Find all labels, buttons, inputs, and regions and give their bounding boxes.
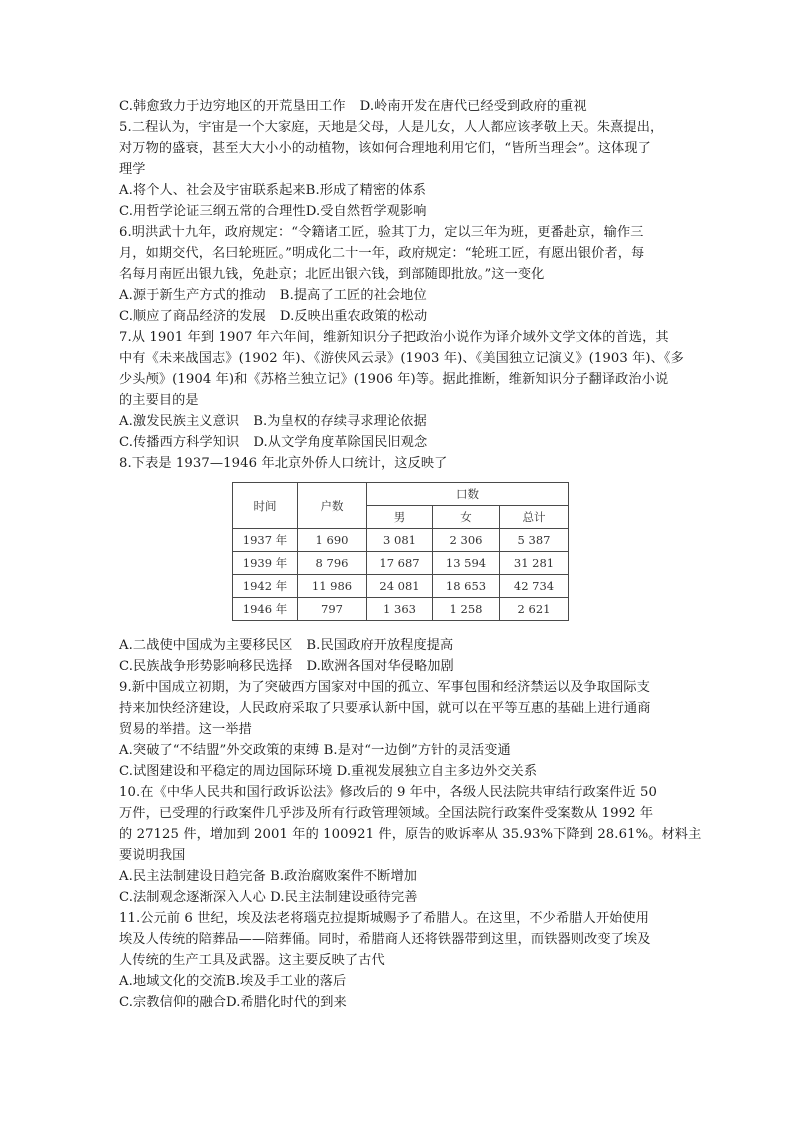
question-block-lower [119,635,702,1013]
header-population: 口数 [367,483,569,506]
line-text: 6.明洪武十九年，政府规定：“令籍诸工匠，验其丁力，定以三年为班，更番赴京，输作三 [119,225,644,240]
line-text: 埃及人传统的陪葬品——陪葬俑。同时，希腊商人还将铁器带到这里，而铁器则改变了埃及 [119,932,651,947]
line-text: A.将个人、社会及宇宙联系起来B.形成了精密的体系 [119,183,427,198]
line-text: 9.新中国成立初期，为了突破西方国家对中国的孤立、军事包围和经济禁运以及争取国际支 [119,680,650,695]
cell-female: 2 306 [433,529,500,552]
cell-male: 3 081 [367,529,433,552]
text-line [119,306,681,327]
line-text: C.用哲学论证三纲五常的合理性D.受自然哲学观影响 [119,204,427,219]
answer-option: C.民族战争形势影响移民选择 [119,659,293,674]
cell-female: 18 653 [433,575,500,598]
header-male: 男 [367,506,433,529]
cell-year: 1946 年 [233,598,298,621]
line-text: 月，如期交代，名曰轮班匠。”明成化二十一年，政府规定：“轮班工匠，有愿出银价者，每 [119,246,645,261]
answer-option: B.民国政府开放程度提高 [306,638,454,653]
header-households: 户数 [298,483,367,529]
table-row [233,598,569,621]
text-line [119,348,684,369]
text-line [119,656,681,677]
text-line [119,824,702,845]
line-text: 的 27125 件，增加到 2001 年的 100921 件，原告的败诉率从 35.93%下降到 28.61%。材料主 [119,827,702,842]
line-text: 11.公元前 6 世纪，埃及法老将瑙克拉提斯城赐予了希腊人。在这里，不少希腊人开始使用 [119,911,649,926]
answer-option: B.为皇权的存续寻求理论依据 [253,414,427,429]
answer-option: D.反映出重农政策的松动 [279,309,428,324]
answer-option: D.从文学角度革除国民旧观念 [253,435,428,450]
header-time: 时间 [233,483,298,529]
text-line [119,159,681,180]
cell-year: 1937 年 [233,529,298,552]
text-line [119,411,681,432]
text-line [119,453,681,474]
line-text: 名每月南匠出银九钱，免赴京；北匠出银六钱，到部随即批放。”这一变化 [119,267,545,282]
answer-option: A.二战使中国成为主要移民区 [119,638,293,653]
text-line [119,677,681,698]
answer-option: A.激发民族主义意识 [119,414,240,429]
line-text: C.法制观念逐渐深入人心 D.民主法制建设亟待完善 [119,890,418,905]
answer-option: D.岭南开发在唐代已经受到政府的重视 [359,99,587,114]
line-text: 万件，已受理的行政案件几乎涉及所有行政管理领域。全国法院行政案件受案数从 1992 年 [119,806,654,821]
line-text: A.突破了“不结盟”外交政策的束缚 B.是对“一边倒”方针的灵活变通 [119,743,511,758]
line-text: 贸易的举措。这一举措 [119,722,252,737]
cell-total: 31 281 [500,552,569,575]
line-text: 的主要目的是 [119,393,199,408]
text-line [119,866,681,887]
answer-option: C.传播西方科学知识 [119,435,240,450]
text-line [119,390,681,411]
line-text: 对万物的盛衰，甚至大大小小的动植物，该如何合理地利用它们，“皆所当理会”。这体现了 [119,141,651,156]
line-text: 人传统的生产工具及武器。这主要反映了古代 [119,953,385,968]
text-line [119,138,681,159]
cell-male: 17 687 [367,552,433,575]
cell-male: 1 363 [367,598,433,621]
line-text: 理学 [119,162,146,177]
cell-households: 1 690 [298,529,367,552]
text-line [119,698,681,719]
text-line [119,908,681,929]
cell-households: 11 986 [298,575,367,598]
cell-households: 8 796 [298,552,367,575]
text-line [119,327,681,348]
table-row [233,552,569,575]
header-female: 女 [433,506,500,529]
population-table-wrap [232,482,681,621]
line-text: 10.在《中华人民共和国行政诉讼法》修改后的 9 年中，各级人民法院共审结行政案件近 50 [119,785,657,800]
table-row [233,529,569,552]
cell-total: 5 387 [500,529,569,552]
cell-total: 42 734 [500,575,569,598]
text-line [119,929,681,950]
line-text: 5.二程认为，宇宙是一个大家庭，天地是父母，人是儿女，人人都应该孝敬上天。朱熹提出， [119,120,664,135]
line-text: 中有《未来战国志》(1902 年)、《游侠风云录》(1903 年)、《美国独立记演义》(1903 年)、《多 [119,351,684,366]
cell-female: 13 594 [433,552,500,575]
line-text: C.试图建设和平稳定的周边国际环境 D.重视发展独立自主多边外交关系 [119,764,538,779]
line-text: 持来加快经济建设，人民政府采取了只要承认新中国，就可以在平等互惠的基础上进行通商 [119,701,651,716]
cell-year: 1939 年 [233,552,298,575]
text-line [119,971,681,992]
header-total: 总计 [500,506,569,529]
text-line [119,761,681,782]
text-line [119,782,681,803]
table-header-row [233,483,569,506]
cell-households: 797 [298,598,367,621]
exam-page [119,96,702,1013]
answer-option: B.提高了工匠的社会地位 [279,288,427,303]
line-text: 7.从 1901 年到 1907 年六年间，维新知识分子把政治小说作为译介域外文学文体的首选，其 [119,330,669,345]
line-text: 要说明我国 [119,848,186,863]
answer-option: C.顺应了商品经济的发展 [119,309,266,324]
text-line [119,117,681,138]
text-line [119,740,681,761]
text-line [119,264,681,285]
answer-option: D.欧洲各国对华侵略加剧 [306,659,454,674]
cell-male: 24 081 [367,575,433,598]
line-text: 少头颅》(1904 年)和《苏格兰独立记》(1906 年)等。据此推断，维新知识分子翻译政治小说 [119,372,669,387]
text-line [119,432,681,453]
text-line [119,992,681,1013]
text-line [119,222,681,243]
text-line [119,369,681,390]
line-text: A.地域文化的交流B.埃及手工业的落后 [119,974,347,989]
text-line [119,243,681,264]
text-line [119,803,681,824]
text-line [119,950,681,971]
answer-option: C.韩愈致力于边穷地区的开荒垦田工作 [119,99,346,114]
table-row [233,575,569,598]
text-line [119,96,681,117]
answer-option: A.源于新生产方式的推动 [119,288,266,303]
cell-year: 1942 年 [233,575,298,598]
cell-total: 2 621 [500,598,569,621]
foreign-population-table [232,482,569,621]
text-line [119,845,681,866]
text-line [119,180,681,201]
text-line [119,635,681,656]
table-body [233,529,569,621]
text-line [119,285,681,306]
line-text: C.宗教信仰的融合D.希腊化时代的到来 [119,995,347,1010]
cell-female: 1 258 [433,598,500,621]
text-line [119,201,681,222]
question-block-upper [119,96,684,474]
line-text: A.民主法制建设日趋完备 B.政治腐败案件不断增加 [119,869,418,884]
text-line [119,887,681,908]
line-text: 8.下表是 1937—1946 年北京外侨人口统计，这反映了 [119,456,448,471]
text-line [119,719,681,740]
